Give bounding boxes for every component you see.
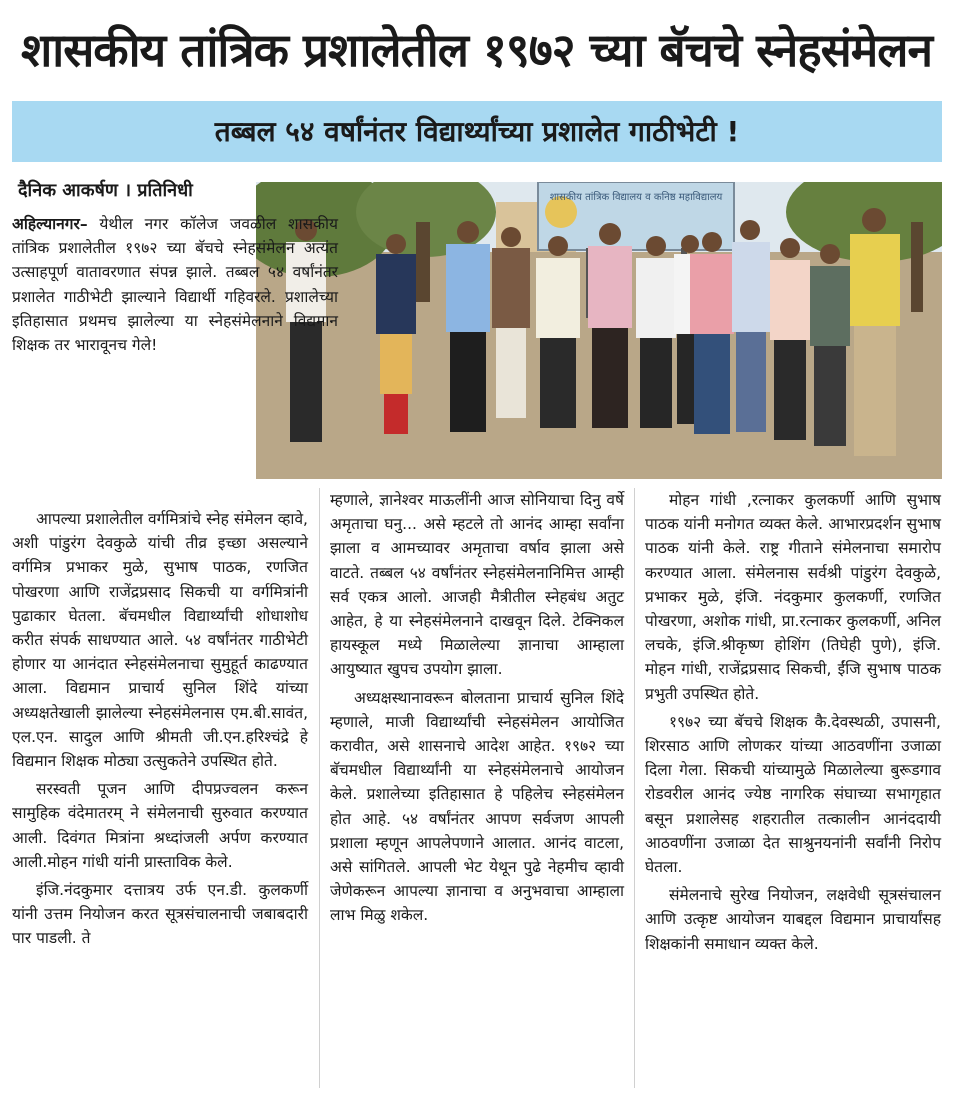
col2-paragraph: म्हणाले, ज्ञानेश्वर माऊलींनी आज सोनियाचा दिनु वर्षे अमृताचा घनु... असे म्हटले तो आनंद आम्हा सर्वांना झाला व आमच्यावर अमृताचा वर्षाव झाला असे वाटते. तब्बल ५४ वर्षांनंतर स्नेहसंमेलनानिमित्त आम्ही सर्व एकत्र आलो. आजही मैत्रीतील स्नेहबंध अतुट आहेत, हे या स्नेहसंमेलनाने दाखवून दिले. टेक्निकल हायस्कूल मध्ये मिळालेल्या ज्ञानाचा आम्हाला आयुष्यात खुपच उपयोग झाला. <box>330 491 624 679</box>
col3-paragraph: १९७२ च्या बॅचचे शिक्षक कै.देवस्थळी, उपासनी, शिरसाठ आणि लोणकर यांच्या आठवणींना उजाळा दिला गेला. सिकची यांच्यामुळे मिळालेल्या बुरूडगाव रोडवरील आनंद ज्येष्ठ नागरिक संघाच्या सभागृहात बसून प्रशालेसह शहरातील तत्कालीन आनंददायी आठवणींना उजाळा देत साश्रुनयनांनी सर्वांनी निरोप घेतला. <box>645 712 941 877</box>
column-3 <box>645 488 941 960</box>
col1-paragraph: आपल्या प्रशालेतील वर्गमित्रांचे स्नेह संमेलन व्हावे, अशी पांडुरंग देवकुळे यांची तीव्र इच्छा असल्याने वर्गमित्र प्रभाकर मुळे, सुभाष पाठक, रणजित पोखरणा आणि राजेंद्रप्रसाद सिकची या वर्गमित्रांनी पुढाकार घेतला. बॅचमधील विद्यार्थ्यांची शोधाशोध करीत संपर्क साधण्यात आले. ५४ वर्षांनंतर गाठीभेटी होणार या आनंदात स्नेहसंमेलनाचा सुमुहूर्त काढण्यात आला. विद्यमान प्राचार्य सुनिल शिंदे यांच्या अध्यक्षतेखाली झालेल्या स्नेहसंमेलनास एम.बी.सावंत, एल.एन. सादुल आणि श्रीमती जी.एन.हरिश्चंद्रे हे विद्यमान शिक्षक मोठ्या उत्सुकतेने उपस्थित होते. <box>12 510 308 771</box>
group-photo-illustration <box>256 182 942 479</box>
sign-text: शासकीय तांत्रिक विद्यालय व कनिष्ठ महाविद्यालय <box>549 192 723 203</box>
col2-paragraph: अध्यक्षस्थानावरून बोलताना प्राचार्य सुनिल शिंदे म्हणाले, माजी विद्यार्थ्यांची स्नेहसंमेलन आयोजित करावीत, असे शासनाचे आदेश आहेत. १९७२ च्या बॅचमधील विद्यार्थ्यांनी या स्नेहसंमेलनाचे आयोजन केले. प्रशालेच्या इतिहासात हे पहिलेच स्नेहसंमेलन होत आहे. ५४ वर्षांनंतर आपण सर्वजण आपली प्रशाला म्हणून आपलेपणाने आलात. आनंद वाटला, असे सांगितले. आपली भेट येथून पुढे नेहमीच व्हावी जेणेकरून आपल्या ज्ञानाचा व अनुभवाचा आम्हाला लाभ मिळु शकेल. <box>330 688 624 925</box>
lead-text: येथील नगर कॉलेज जवळील शासकीय तांत्रिक प्रशालेतील १९७२ च्या बॅचचे स्नेहसंमेलन अत्यंत उत्साहपूर्ण वातावरणात संपन्न झाले. तब्बल ५४ वर्षांनंतर प्रशालेत गाठीभेटी झाल्याने विद्यार्थी गहिवरले. प्रशालेच्या इतिहासात प्रथमच झालेल्या या स्नेहसंमेलनाने विद्यमान शिक्षक तर भारावूनच गेले! <box>12 215 338 355</box>
group-photo <box>256 182 942 479</box>
headline: शासकीय तांत्रिक प्रशालेतील १९७२ च्या बॅचचे स्नेहसंमेलन <box>21 23 932 77</box>
col3-paragraph: संमेलनाचे सुरेख नियोजन, लक्षवेधी सूत्रसंचालन आणि उत्कृष्ट आयोजन याबद्दल विद्यमान प्राचार्यांसह शिक्षकांनी समाधान व्यक्त केले. <box>645 886 941 953</box>
col3-paragraph: मोहन गांधी ,रत्नाकर कुलकर्णी आणि सुभाष पाठक यांनी मनोगत व्यक्त केले. आभारप्रदर्शन सुभाष पाठक यांनी केले. राष्ट्र गीताने संमेलनाचा समारोप करण्यात आला. संमेलनास सर्वश्री पांडुरंग देवकुळे, प्रभाकर मुळे, इंजि. नंदकुमार कुलकर्णी, रणजित पोखरणा, अशोक गांधी, प्रा.रत्नाकर कुलकर्णी, अनिल लचके, इंजि.श्रीकृष्ण होशिंग (तिघेही पुणे), इंजि. मोहन गांधी, राजेंद्रप्रसाद सिकची, ईंजि सुभाष पाठक प्रभुती उपस्थित होते. <box>645 491 941 703</box>
byline: दैनिक आकर्षण । प्रतिनिधी <box>18 180 193 201</box>
col1-paragraph: सरस्वती पूजन आणि दीपप्रज्वलन करून सामुहिक वंदेमातरम् ने संमेलनाची सुरुवात करण्यात आली. दिवंगत मित्रांना श्रध्दांजली अर्पण करण्यात आली.मोहन गांधी यांनी प्रास्ताविक केले. <box>12 780 308 871</box>
column-divider <box>634 488 635 1088</box>
column-1 <box>12 507 308 955</box>
subheadline: तब्बल ५४ वर्षांनंतर विद्यार्थ्यांच्या प्रशालेत गाठीभेटी ! <box>12 101 942 162</box>
col1-paragraph: इंजि.नंदकुमार दत्तात्रय उर्फ एन.डी. कुलकर्णी यांनी उत्तम नियोजन करत सूत्रसंचालनाची जबाबदारी पार पाडली. ते <box>12 881 308 948</box>
column-divider <box>319 488 320 1088</box>
dateline: अहिल्यानगर– <box>12 215 88 233</box>
column-2 <box>330 488 624 932</box>
lead-paragraph <box>12 212 338 361</box>
